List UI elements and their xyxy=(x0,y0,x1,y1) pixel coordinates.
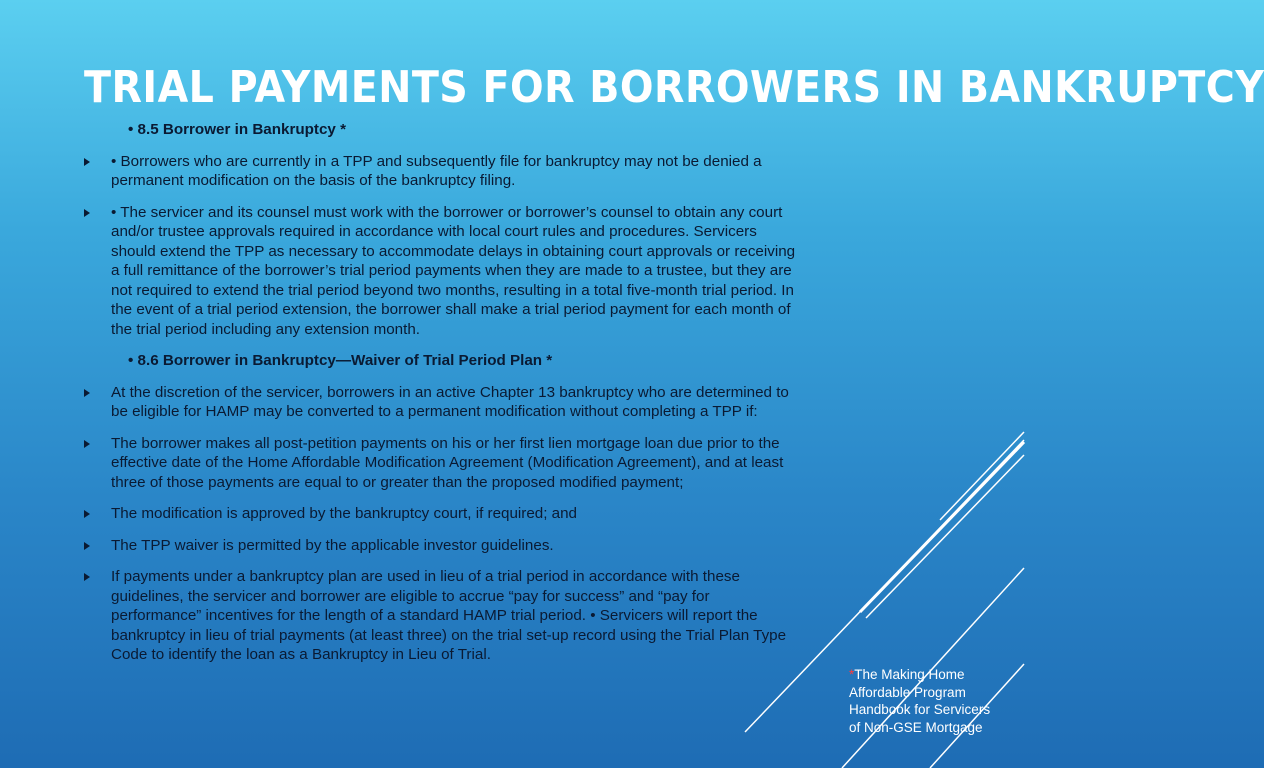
deco-line xyxy=(860,442,1024,612)
list-item-text: The borrower makes all post-petition payments on his or her first lien mortgage loan due prior to the effective date of the Home Affordable Modification Agreement (Modification Agreement), and at least three of those payments are equal to or greater than the proposed modified payment; xyxy=(111,434,784,491)
list-item xyxy=(84,536,804,556)
list-item-text: The modification is approved by the bankruptcy court, if required; and xyxy=(111,505,578,522)
list-item xyxy=(84,434,804,493)
slide-body xyxy=(84,120,804,677)
list-item-text: • Borrowers who are currently in a TPP and subsequently file for bankruptcy may not be denied a permanent modification on the basis of the bankruptcy filing. xyxy=(111,152,762,189)
list-item-text: If payments under a bankruptcy plan are used in lieu of a trial period in accordance with these guidelines, the servicer and borrower are eligible to accrue “pay for success” and “pay for performance” incentives for the length of a standard HAMP trial period. • Servicers will report the bankruptcy in lieu of trial payments (at least three) on the trial set-up record using the Trial Plan Type Code to identify the loan as a Bankruptcy in Lieu of Trial. xyxy=(111,568,787,663)
list-item xyxy=(84,383,804,422)
section-heading-8-6: • 8.6 Borrower in Bankruptcy—Waiver of Trial Period Plan * xyxy=(128,352,553,369)
deco-line xyxy=(940,432,1024,520)
footnote-text: The Making Home Affordable Program Handbook for Servicers of Non-GSE Mortgage xyxy=(849,667,991,735)
list-item xyxy=(84,203,804,340)
footnote-asterisk: * xyxy=(849,667,855,682)
slide-title: TRIAL PAYMENTS FOR BORROWERS IN BANKRUPTCY xyxy=(84,62,1264,113)
list-item xyxy=(84,504,804,524)
arrow-bullet-icon xyxy=(84,542,90,550)
list-item-text: At the discretion of the servicer, borrowers in an active Chapter 13 bankruptcy who are determined to be eligible for HAMP may be converted to a permanent modification without completing a TPP if: xyxy=(111,383,789,420)
section-heading-8-5: • 8.5 Borrower in Bankruptcy * xyxy=(128,121,347,138)
source-footnote xyxy=(849,666,999,736)
list-item xyxy=(84,567,804,665)
arrow-bullet-icon xyxy=(84,389,90,397)
deco-line xyxy=(866,455,1024,618)
arrow-bullet-icon xyxy=(84,158,90,166)
list-item-text: The TPP waiver is permitted by the applicable investor guidelines. xyxy=(111,536,554,554)
list-item xyxy=(84,152,804,191)
arrow-bullet-icon xyxy=(84,510,90,518)
arrow-bullet-icon xyxy=(84,573,90,581)
arrow-bullet-icon xyxy=(84,209,90,217)
list-item-text: • The servicer and its counsel must work with the borrower or borrower’s counsel to obtain any court and/or trustee approvals required in accordance with local court rules and procedures. Servicers should extend the TPP as necessary to accommodate delays in obtaining court approvals or receiving a full remittance of the borrower’s trial period payments when they are made to a trustee, but they are not required to extend the trial period beyond two months, resulting in a total five-month trial period. In the event of a trial period extension, the borrower shall make a trial period payment for each month of the trial period including any extension month. xyxy=(111,203,796,338)
arrow-bullet-icon xyxy=(84,440,90,448)
